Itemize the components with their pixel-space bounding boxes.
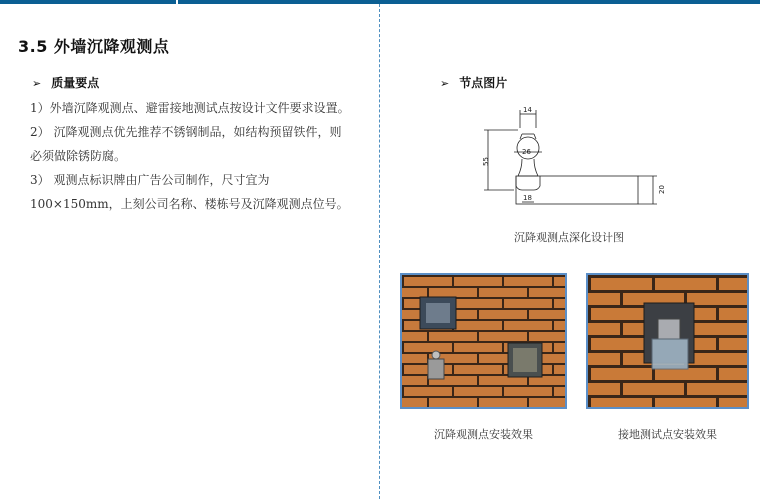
- dim-label-base: 18: [523, 194, 532, 202]
- node-images-section-title: [440, 74, 507, 91]
- page-title: 3.5 外墙沉降观测点: [18, 37, 170, 56]
- quality-points-section-title: [32, 74, 99, 91]
- dim-label-head: 26: [522, 148, 531, 156]
- knob-neck: [518, 159, 538, 176]
- section-title-text: 节点图片: [459, 76, 508, 90]
- settlement-knob: [432, 351, 440, 359]
- left-photo-caption: 沉降观测点安装效果: [434, 428, 533, 441]
- top-accent-bar: [0, 0, 760, 4]
- quality-points-body: [30, 96, 350, 216]
- paragraph: 1）外墙沉降观测点、避雷接地测试点按设计文件要求设置。: [30, 101, 350, 115]
- drawing-caption: 沉降观测点深化设计图: [514, 231, 624, 244]
- dim-label-plate: 20: [658, 185, 666, 194]
- arrowhead-bullet-icon: ➢: [440, 77, 450, 90]
- dim-label-height: 55: [482, 157, 490, 166]
- plate-shoulder: [516, 176, 540, 190]
- settlement-point-design-drawing: [478, 106, 668, 220]
- section-title-text: 质量要点: [51, 76, 100, 90]
- brick-wall-image: [402, 275, 565, 407]
- clamp-plate: [658, 319, 680, 339]
- right-photo-caption: 接地测试点安装效果: [618, 428, 717, 441]
- top-bar-notch: [176, 0, 178, 4]
- cover-film: [652, 339, 688, 369]
- arrowhead-bullet-icon: ➢: [32, 77, 42, 90]
- paragraph: 3） 观测点标识牌由广告公司制作，尺寸宜为100×150mm，上刻公司名称、楼栋号及沉降观测点位号。: [30, 173, 349, 211]
- brick-wall-image: [588, 275, 747, 407]
- column-divider: [379, 4, 380, 499]
- dim-label-top: 14: [523, 106, 532, 114]
- grounding-point-install-photo: [586, 273, 749, 409]
- settlement-point-install-photo: [400, 273, 567, 409]
- paragraph: 2） 沉降观测点优先推荐不锈钢制品，如结构预留铁件，则必须做除锈防腐。: [30, 125, 342, 163]
